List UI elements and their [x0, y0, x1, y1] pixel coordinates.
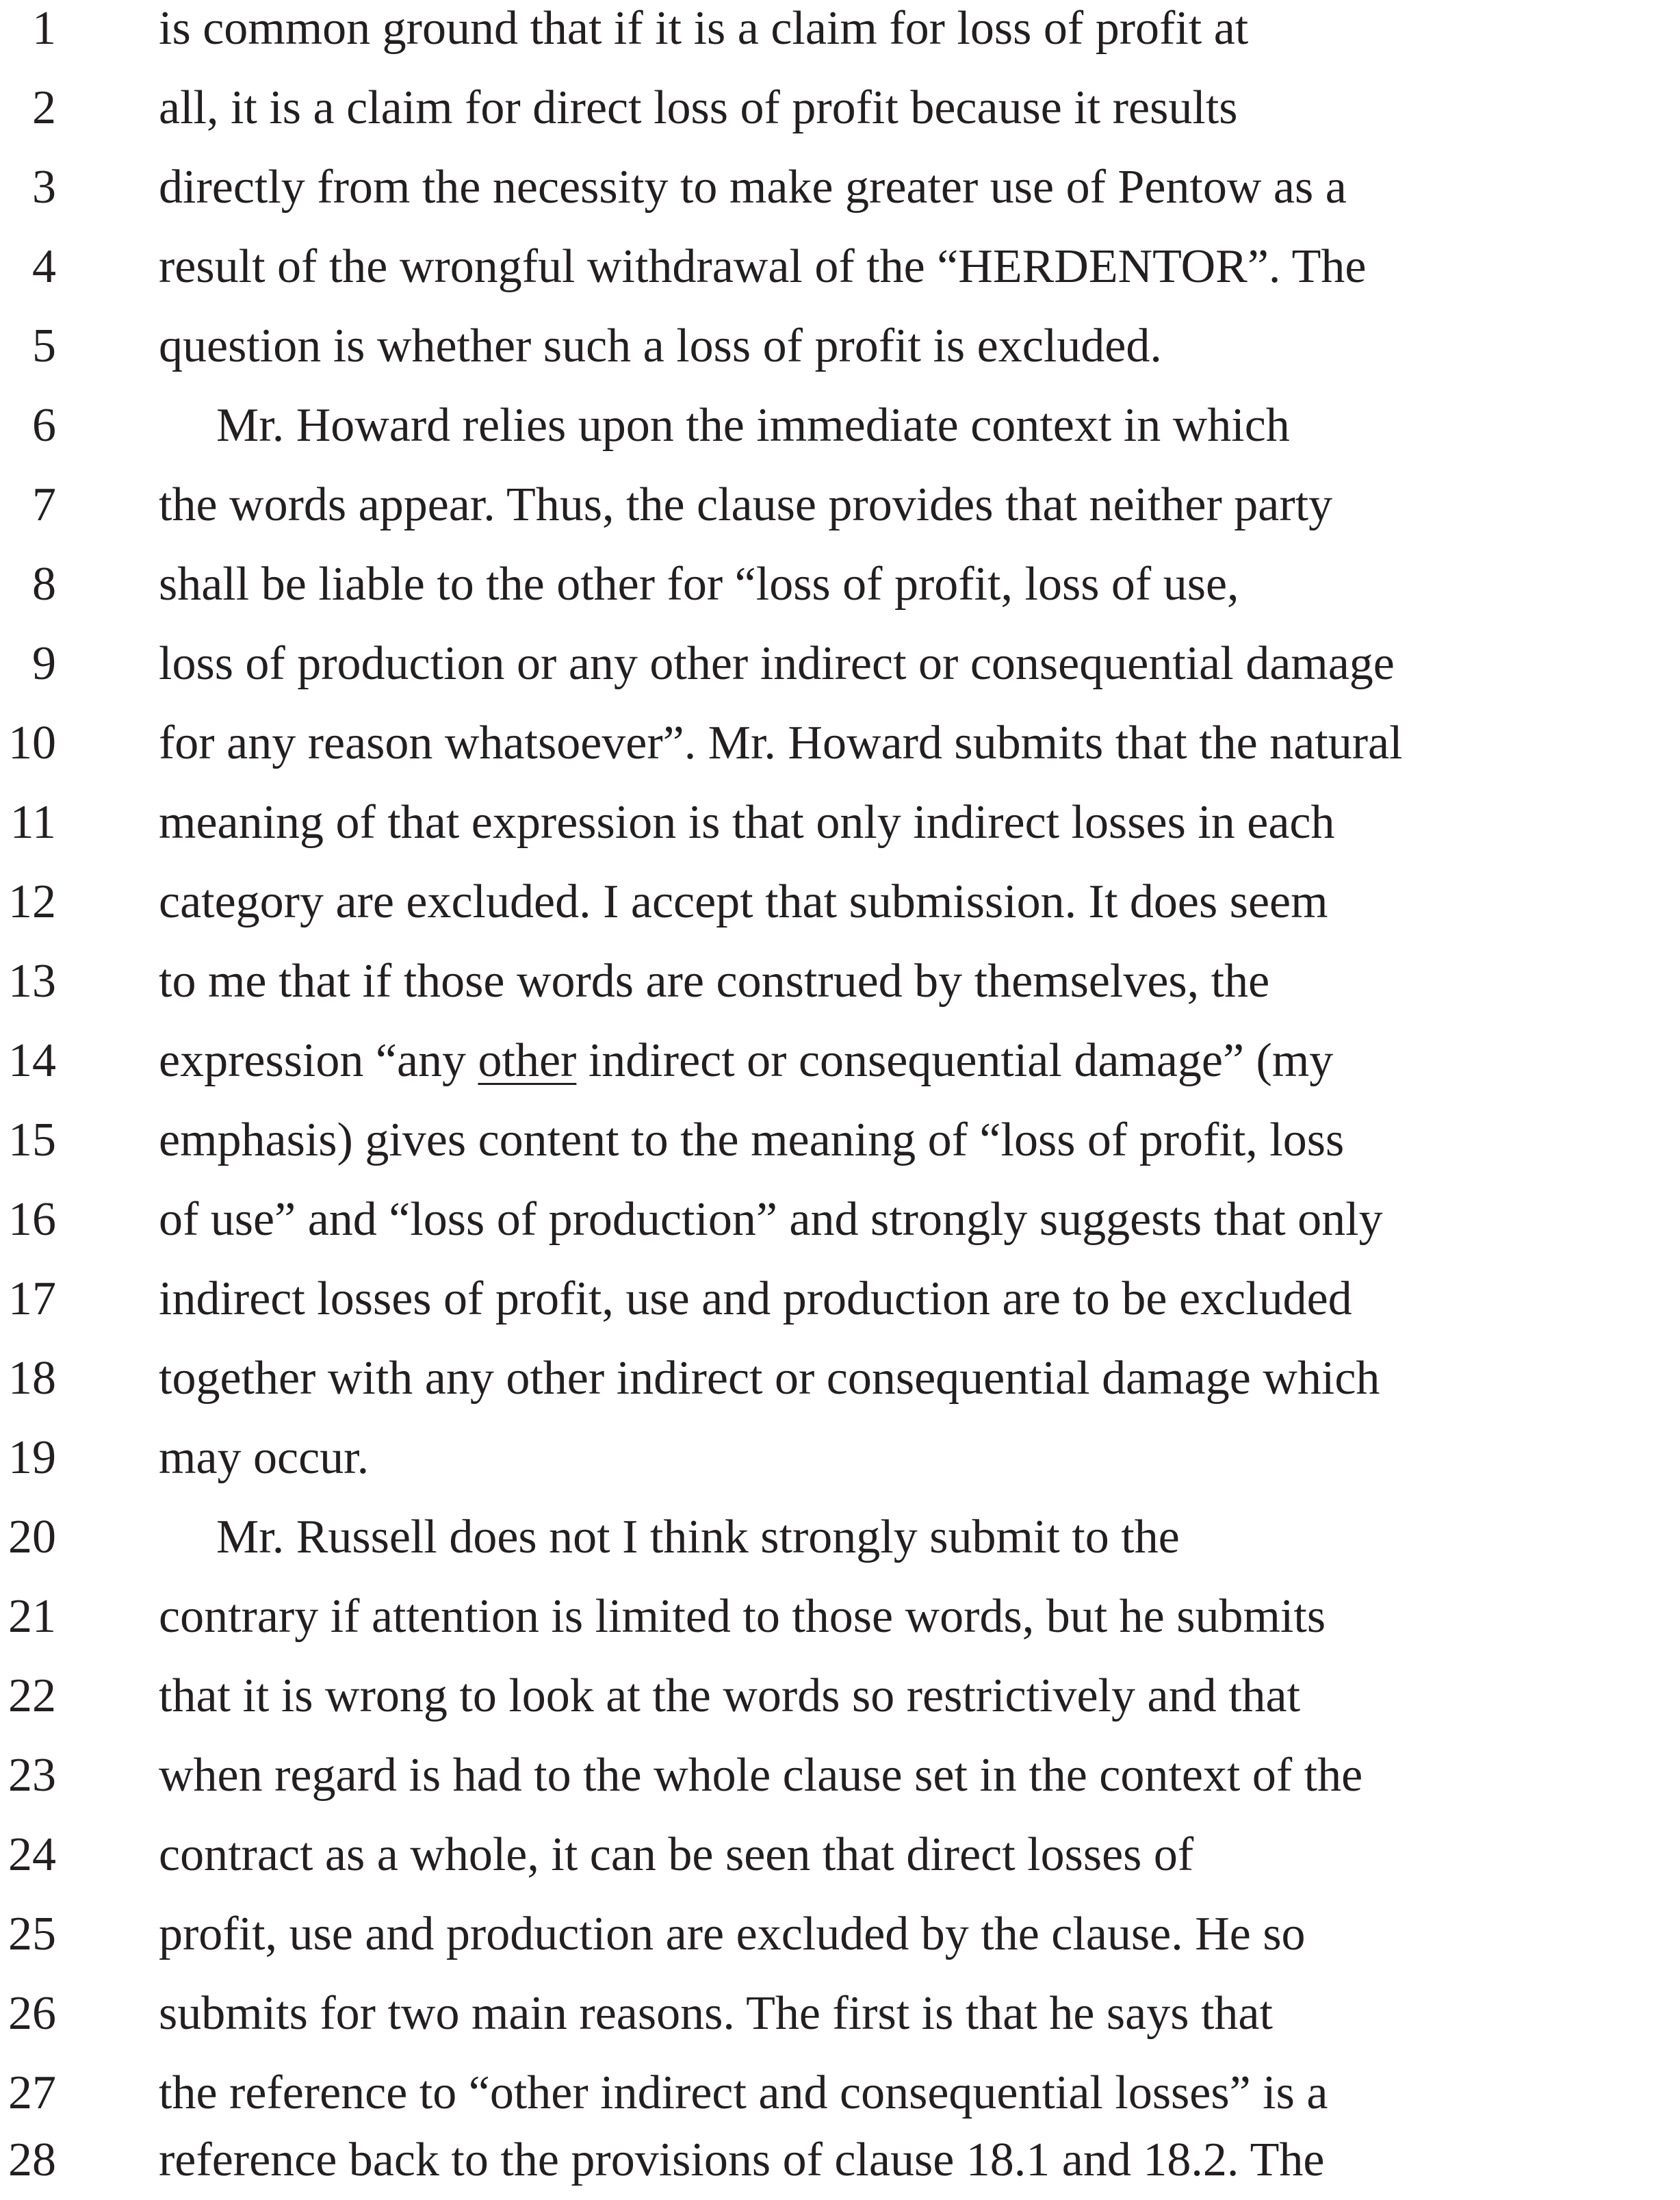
- line-text: of use” and “loss of production” and strongly suggests that only: [159, 1193, 1383, 1246]
- line-number: 16: [8, 1193, 56, 1246]
- line-number: 11: [10, 796, 56, 849]
- line-number: 25: [8, 1908, 56, 1960]
- line-text: contract as a whole, it can be seen that direct losses of: [159, 1828, 1194, 1881]
- line-number: 5: [32, 320, 56, 372]
- transcript-line: [0, 227, 1680, 307]
- line-number: 2: [32, 81, 56, 134]
- line-text-after: indirect or consequential damage” (my: [576, 1034, 1334, 1087]
- line-text: contrary if attention is limited to those words, but he submits: [159, 1590, 1326, 1643]
- transcript-line: [0, 704, 1680, 783]
- line-text: result of the wrongful withdrawal of the “HERDENTOR”. The: [159, 240, 1367, 293]
- transcript-line: [0, 1736, 1680, 1815]
- line-text: all, it is a claim for direct loss of profit because it results: [159, 81, 1238, 134]
- line-text-before: expression “any: [159, 1034, 478, 1087]
- transcript-line: [0, 545, 1680, 624]
- transcript-line: [0, 307, 1680, 386]
- line-text: Mr. Russell does not I think strongly submit to the: [216, 1511, 1180, 1563]
- line-number: 24: [8, 1828, 56, 1881]
- line-number: 4: [32, 240, 56, 293]
- transcript-line: [0, 148, 1680, 227]
- line-text: indirect losses of profit, use and production are to be excluded: [159, 1272, 1352, 1325]
- line-text: category are excluded. I accept that submission. It does seem: [159, 875, 1328, 928]
- transcript-line: [0, 1895, 1680, 1974]
- transcript-line: [0, 386, 1680, 465]
- line-text: profit, use and production are excluded by the clause. He so: [159, 1908, 1306, 1960]
- line-number: 18: [8, 1352, 56, 1405]
- line-text: the words appear. Thus, the clause provides that neither party: [159, 478, 1333, 531]
- line-text: directly from the necessity to make greater use of Pentow as a: [159, 161, 1347, 214]
- transcript-line: [0, 1180, 1680, 1259]
- line-number: 9: [32, 637, 56, 690]
- line-text: to me that if those words are construed by themselves, the: [159, 955, 1270, 1008]
- transcript-line: [0, 1259, 1680, 1339]
- line-number: 22: [8, 1670, 56, 1722]
- transcript-line: [0, 862, 1680, 942]
- transcript-line: [0, 1498, 1680, 1577]
- transcript-line: [0, 465, 1680, 545]
- line-text: reference back to the provisions of clause 18.1 and 18.2. The: [159, 2134, 1325, 2186]
- line-text: when regard is had to the whole clause set in the context of the: [159, 1749, 1363, 1802]
- transcript-line: [0, 1657, 1680, 1736]
- transcript-line: [0, 0, 1680, 68]
- line-number: 26: [8, 1987, 56, 2040]
- transcript-line: [0, 783, 1680, 862]
- line-number: 13: [8, 955, 56, 1008]
- transcript-line: [0, 624, 1680, 704]
- line-number: 15: [8, 1114, 56, 1166]
- line-number: 3: [32, 161, 56, 214]
- line-number: 10: [8, 717, 56, 769]
- line-text: meaning of that expression is that only indirect losses in each: [159, 796, 1335, 849]
- transcript-line: [0, 942, 1680, 1021]
- transcript-line: [0, 1974, 1680, 2054]
- line-number: 20: [8, 1511, 56, 1563]
- line-number: 27: [8, 2067, 56, 2119]
- line-number: 17: [8, 1272, 56, 1325]
- line-text: together with any other indirect or consequential damage which: [159, 1352, 1380, 1405]
- transcript-line: [0, 1815, 1680, 1895]
- line-number: 12: [8, 875, 56, 928]
- line-text: question is whether such a loss of profit is excluded.: [159, 320, 1162, 372]
- line-text: Mr. Howard relies upon the immediate context in which: [216, 399, 1290, 452]
- line-number: 14: [8, 1034, 56, 1087]
- line-text: loss of production or any other indirect or consequential damage: [159, 637, 1395, 690]
- line-number: 7: [32, 478, 56, 531]
- line-text: submits for two main reasons. The first is that he says that: [159, 1987, 1273, 2040]
- transcript-line: [0, 1577, 1680, 1657]
- line-number: 21: [8, 1590, 56, 1643]
- line-text: that it is wrong to look at the words so restrictively and that: [159, 1670, 1301, 1722]
- line-text: the reference to “other indirect and consequential losses” is a: [159, 2067, 1328, 2119]
- emphasized-word: other: [478, 1034, 577, 1087]
- line-text: shall be liable to the other for “loss of profit, loss of use,: [159, 558, 1239, 611]
- transcript-line: [0, 1418, 1680, 1498]
- line-number: 8: [32, 558, 56, 611]
- line-text: emphasis) gives content to the meaning of “loss of profit, loss: [159, 1114, 1345, 1166]
- line-number: 19: [8, 1431, 56, 1484]
- transcript-line: [0, 2121, 1680, 2200]
- line-text: [159, 1021, 1333, 1101]
- line-number: 23: [8, 1749, 56, 1802]
- transcript-line: [0, 68, 1680, 148]
- line-number: 1: [32, 2, 56, 55]
- line-text: for any reason whatsoever”. Mr. Howard submits that the natural: [159, 717, 1403, 769]
- line-number: 6: [32, 399, 56, 452]
- line-text: is common ground that if it is a claim for loss of profit at: [159, 2, 1249, 55]
- line-number: 28: [8, 2134, 56, 2186]
- line-text: may occur.: [159, 1431, 370, 1484]
- transcript-line: [0, 1101, 1680, 1180]
- transcript-line: [0, 1339, 1680, 1418]
- transcript-line: [0, 1021, 1680, 1101]
